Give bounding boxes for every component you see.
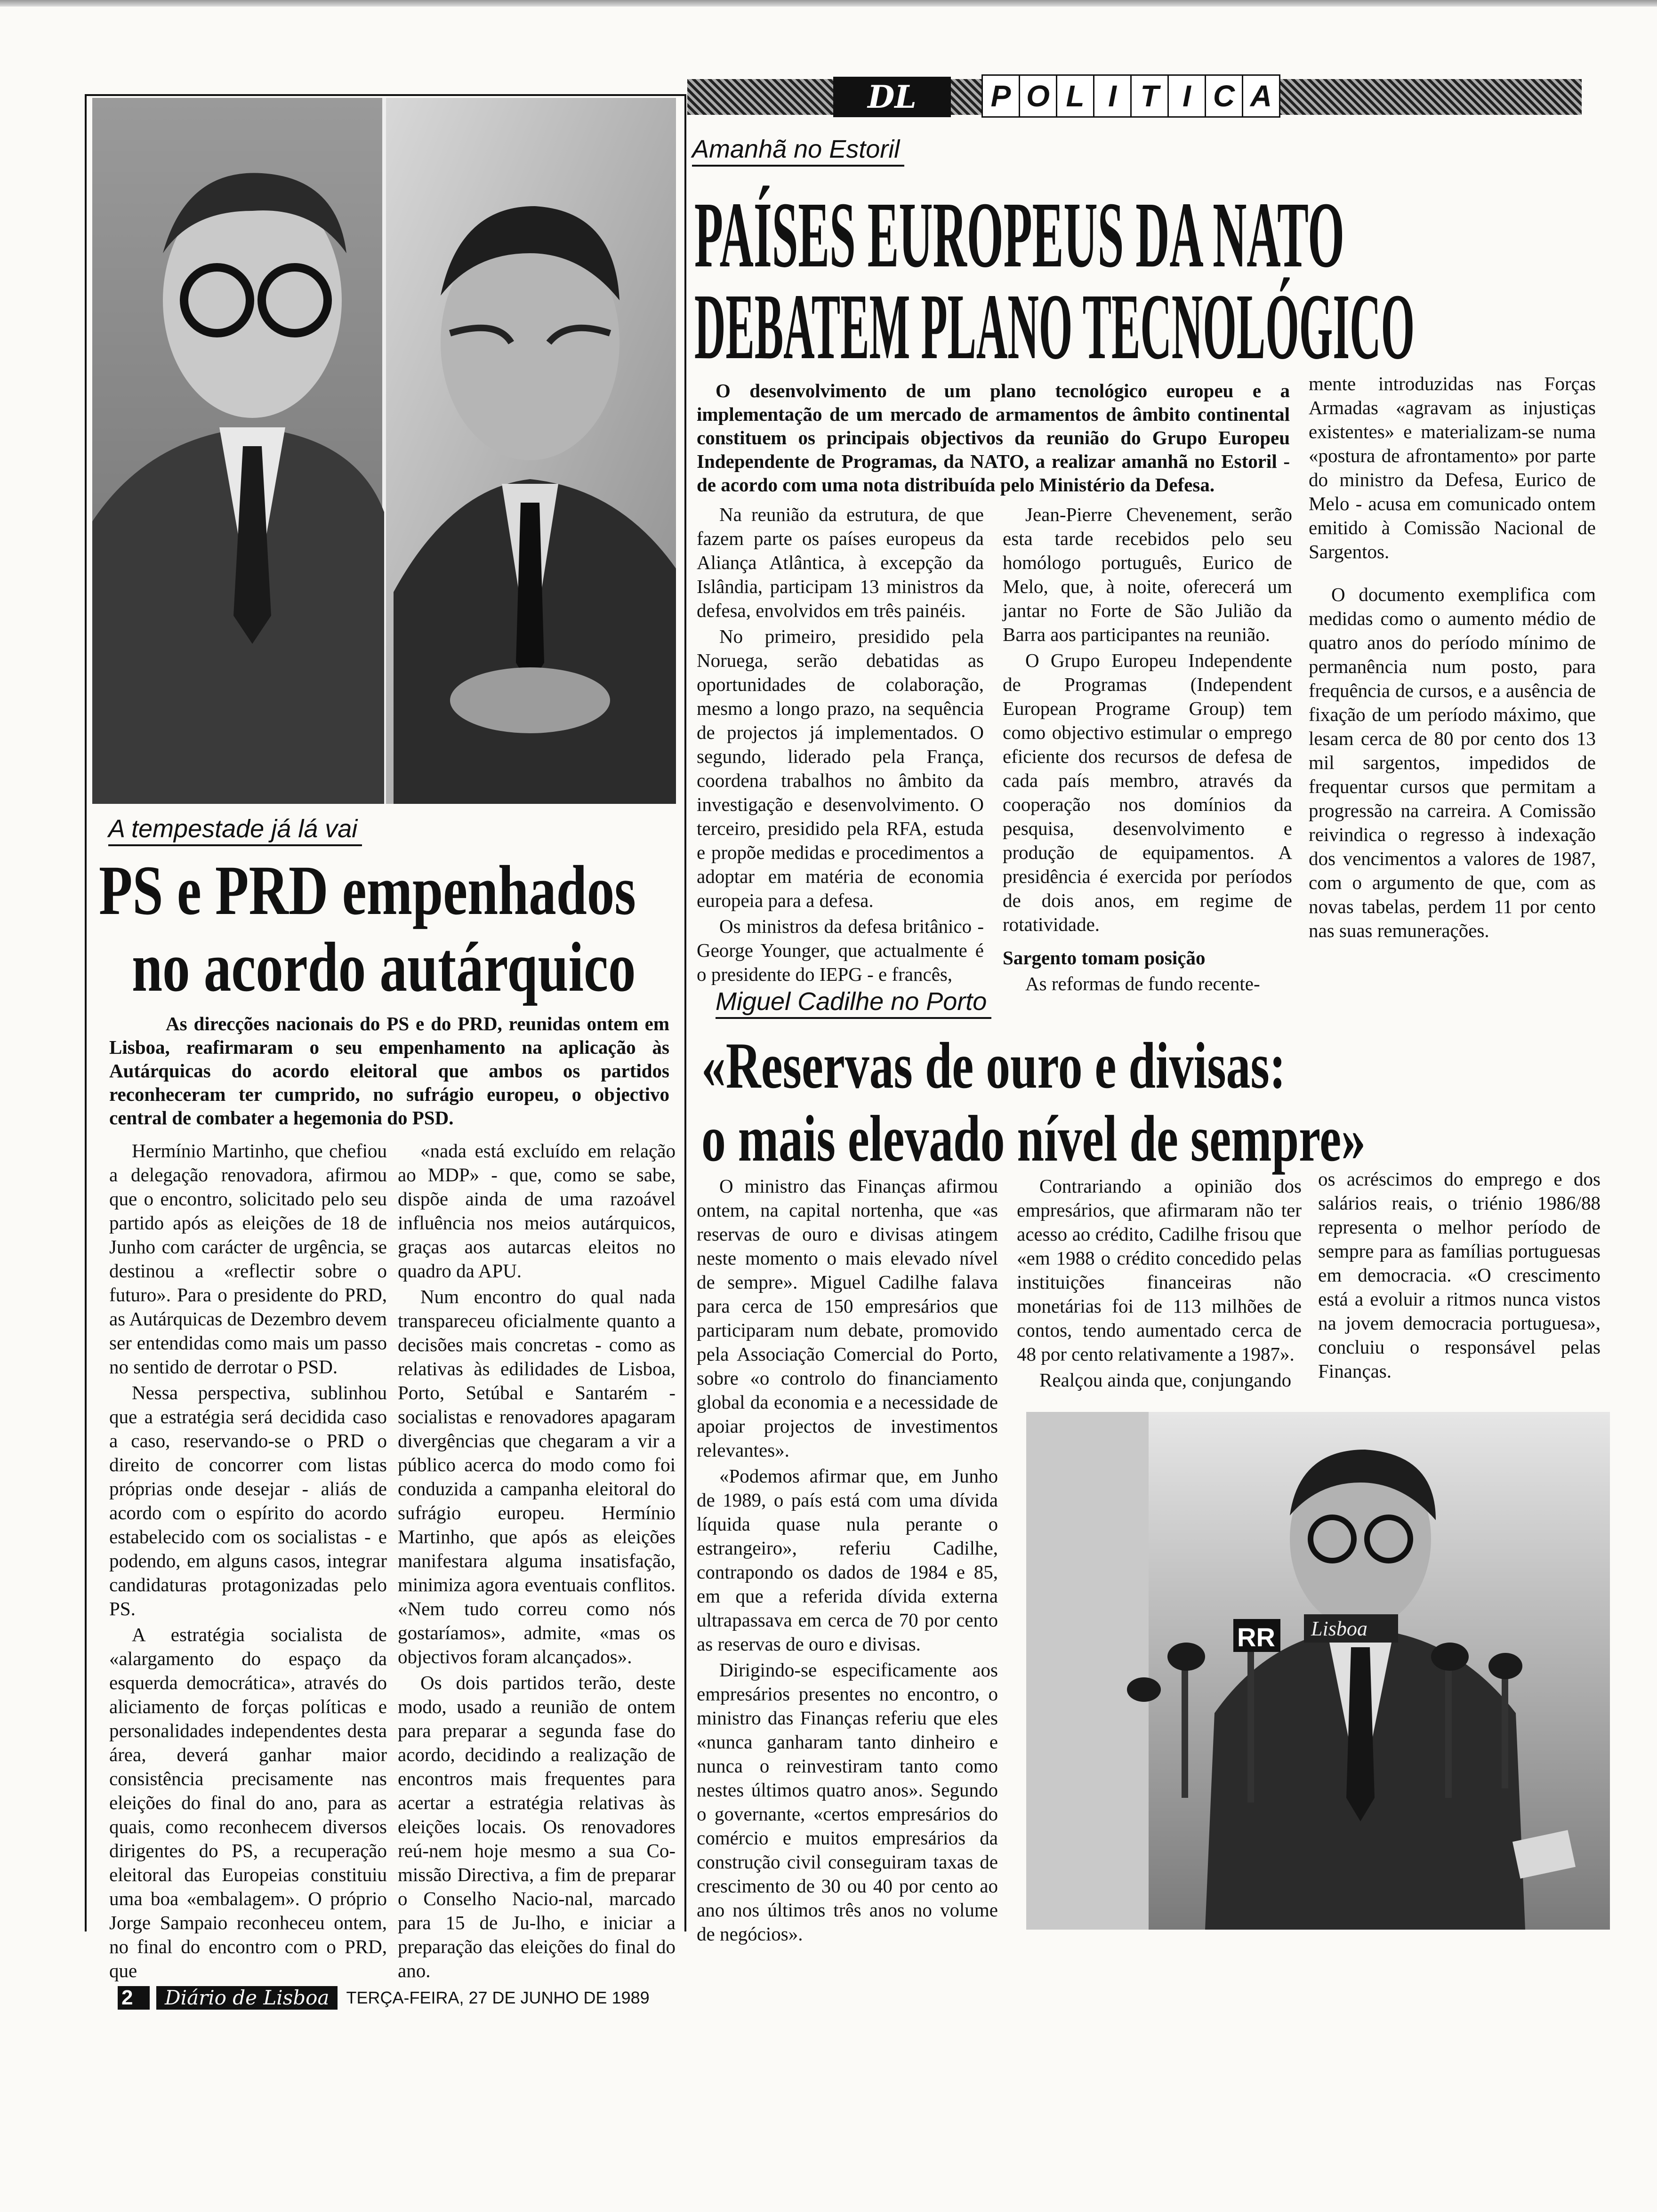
paragraph: Os dois partidos terão, deste modo, usado a reunião de ontem para preparar a segunda fase do acordo, decidindo a realização de encontros mais frequentes para acertar a estratégia relativas às eleições locais. Os renovadores reú-nem hoje mesmo a sua Co-missão Directiva, a fim de preparar o Conselho Nacio-nal, marcado para 15 de Ju-lho, e iniciar a preparação das eleições do final do ano.	[398, 1672, 676, 1981]
paragraph: As reformas de fundo recente-	[1025, 973, 1260, 994]
paragraph: Dirigindo-se especificamente aos empresários presentes no encontro, o ministro das Finanças referiu que eles «nunca ganharam tanto dinheiro e nunca o reinvestiram tanto como nestes últimos quatro anos». Segundo o governante, «certos empresários do comércio e muitos empresários da construção civil conseguiram taxas de crescimento de 30 ou 40 por cento ao ano nos últimos três anos no volume de negócios».	[697, 1659, 998, 1945]
section-letter: O	[1020, 74, 1057, 118]
cadilhe-column-3	[1318, 1167, 1601, 1383]
section-letter: I	[1169, 74, 1206, 118]
dl-logo: DL	[833, 77, 951, 117]
section-letter: I	[1094, 74, 1132, 118]
cadilhe-headline-2: o mais elevado nível de sempre»	[701, 1102, 1366, 1175]
cadilhe-kicker	[716, 986, 991, 1019]
paper-name: Diário de Lisboa	[156, 1986, 338, 2010]
nato-headline-1: PAÍSES EUROPEUS DA NATO	[694, 183, 1344, 287]
paragraph: Contrariando a opinião dos empresários, que afirmaram não ter acesso ao crédito, Cadilhe frisou que «em 1988 o crédito concedido pelas instituições financeiras não monetárias foi de 113 milhões de contos, tendo aumentado cerca de 48 por cento relativamente a 1987».	[1017, 1175, 1302, 1365]
cadilhe-headline-1: «Reservas de ouro e divisas:	[701, 1029, 1286, 1102]
nato-kicker	[692, 134, 904, 167]
photo-cadilhe-speaking	[1026, 1412, 1610, 1930]
footer	[118, 1986, 650, 2010]
section-letter: A	[1243, 74, 1280, 118]
paragraph: Jean-Pierre Chevenement, serão esta tarde recebidos pelo seu homólogo português, Eurico de Melo, que, à noite, oferecerá um jantar no Forte de São Julião da Barra aos participantes na reunião.	[1003, 504, 1292, 645]
paragraph: Nessa perspectiva, sublinhou que a estratégia será decidida caso a caso, reservando-se o PRD o direito de concorrer com listas próprias onde desejar - aliás de acordo com o espírito do acordo estabelecido com os socialistas - e podendo, em alguns casos, integrar candidaturas protagonizadas pelo PS.	[109, 1382, 387, 1619]
section-letter: P	[981, 74, 1020, 118]
paragraph: O ministro das Finanças afirmou ontem, na capital nortenha, que «as reservas de ouro e divisas atingem neste momento o mais elevado nível de sempre». Miguel Cadilhe falava para cerca de 150 empresários que participaram num debate, promovido pela Associação Comercial do Porto, sobre «o controlo do financiamento global da economia e a necessidade de apoiar projectos de investimentos relevantes».	[697, 1175, 998, 1461]
paragraph: «Podemos afirmar que, em Junho de 1989, o país está com uma dívida líquida quase nula perante o estrangeiro», referiu Cadilhe, contrapondo os dados de 1984 e 85, em que a referida dívida externa ultrapassava em cerca de 70 por cento as reservas de ouro e divisas.	[697, 1465, 998, 1655]
subheading: Sargento tomam posição	[1003, 947, 1206, 969]
ps-column-1	[109, 1139, 387, 1983]
paragraph: Na reunião da estrutura, de que fazem parte os países europeus da Aliança Atlântica, à excepção da Islândia, participam 13 ministros da defesa, envolvidos em três painéis.	[697, 504, 984, 621]
cadilhe-kicker-text: Miguel Cadilhe no Porto	[716, 986, 991, 1019]
nato-column-3	[1309, 372, 1596, 943]
section-letter: L	[1057, 74, 1094, 118]
section-letter: T	[1132, 74, 1169, 118]
nato-lead: O desenvolvimento de um plano tecnológico europeu e a implementação de um mercado de armamentos de âmbito continental constituem os principais objectivos da reunião do Grupo Europeu Independente de Programas, da NATO, a realizar amanhã no Estoril - de acordo com uma nota distribuída pelo Ministério da Defesa.	[697, 380, 1290, 496]
paragraph: Hermínio Martinho, que chefiou a delegação renovadora, afirmou que o encontro, solicitado pelo seu partido após as eleições de 18 de Junho com carácter de urgência, se destinou a «reflectir sobre o futuro». Para o presidente do PRD, as Autárquicas de Dezembro devem ser entendidas como mais um passo no sentido de derrotar o PSD.	[109, 1140, 387, 1378]
paragraph: No primeiro, presidido pela Noruega, serão debatidas as oportunidades de colaboração, mesmo a longo prazo, na sequência de projectos já implementados. O segundo, liderado pela França, coordena trabalhos no âmbito da investigação e desenvolvimento. O terceiro, presidido pela RFA, estuda e propõe medidas e procedimentos a adoptar em matéria de economia europeia para a defesa.	[697, 625, 984, 911]
photo-two-politicians	[92, 98, 676, 804]
mic-label: RR	[1237, 1622, 1275, 1652]
nato-column-1	[697, 503, 984, 986]
section-title	[981, 74, 1280, 117]
ps-kicker	[108, 813, 362, 846]
paragraph: O documento exemplifica com medidas como o aumento médio de quatro anos do período mínimo de permanência num posto, para frequência de cursos, e a ausência de fixação de um período máximo, que lesam cerca de 80 por cento dos 13 mil sargentos, impedidos de frequentar cursos que permitam a progressão na carreira. A Comissão reivindica o regresso à indexação dos vencimentos a valores de 1987, com o argumento de que, com as novas tabelas, perdem 11 por cento nas suas remunerações.	[1309, 584, 1596, 941]
ps-headline-2: no acordo autárquico	[132, 928, 636, 1006]
issue-date: TERÇA-FEIRA, 27 DE JUNHO DE 1989	[346, 1988, 650, 2007]
ps-column-2	[398, 1139, 676, 1983]
page-number: 2	[118, 1986, 150, 2010]
paragraph: mente introduzidas nas Forças Armadas «agravam as injustiças existentes» e materializam-se numa «postura de afrontamento» por parte do ministro da Defesa, Eurico de Melo - acusa em comunicado ontem emitido à Comissão Nacional de Sargentos.	[1309, 373, 1596, 562]
ps-kicker-text: A tempestade já lá vai	[108, 813, 362, 846]
paragraph: Num encontro do qual nada transpareceu oficialmente quanto a decisões mais concretas - como as relativas às edilidades de Lisboa, Porto, Setúbal e Santarém - socialistas e renovadores apagaram divergências que chegaram a vir a público acerca do modo como foi conduzida a campanha eleitoral do sufrágio europeu. Hermínio Martinho, que após as eleições manifestara alguma insatisfação, minimiza agora eventuais conflitos. «Nem tudo correu como nós gostaríamos», admite, «mas os objectivos foram alcançados».	[398, 1286, 676, 1667]
ps-lead: As direcções nacionais do PS e do PRD, reunidas ontem em Lisboa, reafirmaram o seu empenhamento na aplicação às Autárquicas do acordo eleitoral que ambos os partidos reconheceram ter cumprido, no sufrágio europeu, o objectivo central de combater a hegemonia do PSD.	[109, 1013, 669, 1129]
paragraph: O Grupo Europeu Independente de Programas (Independent European Programe Group) tem como objectivo estimular o emprego eficiente dos recursos de defesa de cada país membro, através da cooperação nos domínios da pesquisa, desenvolvimento e produção de equipamentos. A presidência é exercida por períodos de dois anos, em regime de rotatividade.	[1003, 649, 1292, 935]
cadilhe-column-1	[697, 1174, 998, 1946]
mic-banner: Lisboa	[1311, 1617, 1367, 1640]
paragraph: A estratégia socialista de «alargamento do espaço da esquerda democrática», através do aliciamento de forças políticas e personalidades independentes desta área, deverá ganhar maior consistência precisamente nas eleições do final do ano, para as quais, como reconhecem diversos dirigentes do PS, a recuperação eleitoral das Europeias constituiu uma boa «embalagem». O próprio Jorge Sampaio reconheceu ontem, no final do encontro com o PRD, que	[109, 1624, 387, 1981]
paragraph: «nada está excluído em relação ao MDP» - que, como se sabe, dispõe ainda de uma razoável influência nos meios autárquicos, graças aos autarcas eleitos no quadro da APU.	[398, 1140, 676, 1282]
paragraph: os acréscimos do emprego e dos salários reais, o triénio 1986/88 representa o melhor período de sempre para as famílias portuguesas em democracia. «O crescimento está a evoluir a ritmos nunca vistos na jovem democracia portuguesa», concluiu o responsável pelas Finanças.	[1318, 1168, 1601, 1382]
nato-kicker-text: Amanhã no Estoril	[692, 134, 904, 167]
paragraph: Realçou ainda que, conjungando	[1039, 1369, 1292, 1391]
nato-headline-2: DEBATEM PLANO TECNOLÓGICO	[694, 275, 1415, 379]
cadilhe-column-2	[1017, 1174, 1302, 1392]
scan-edge-top	[0, 0, 1657, 7]
ps-headline-1: PS e PRD empenhados	[99, 851, 636, 930]
nato-column-2	[1003, 503, 1292, 996]
paragraph: Os ministros da defesa britânico - George Younger, que actualmente é o presidente do IEPG - e francês,	[697, 915, 984, 985]
section-letter: C	[1206, 74, 1243, 118]
